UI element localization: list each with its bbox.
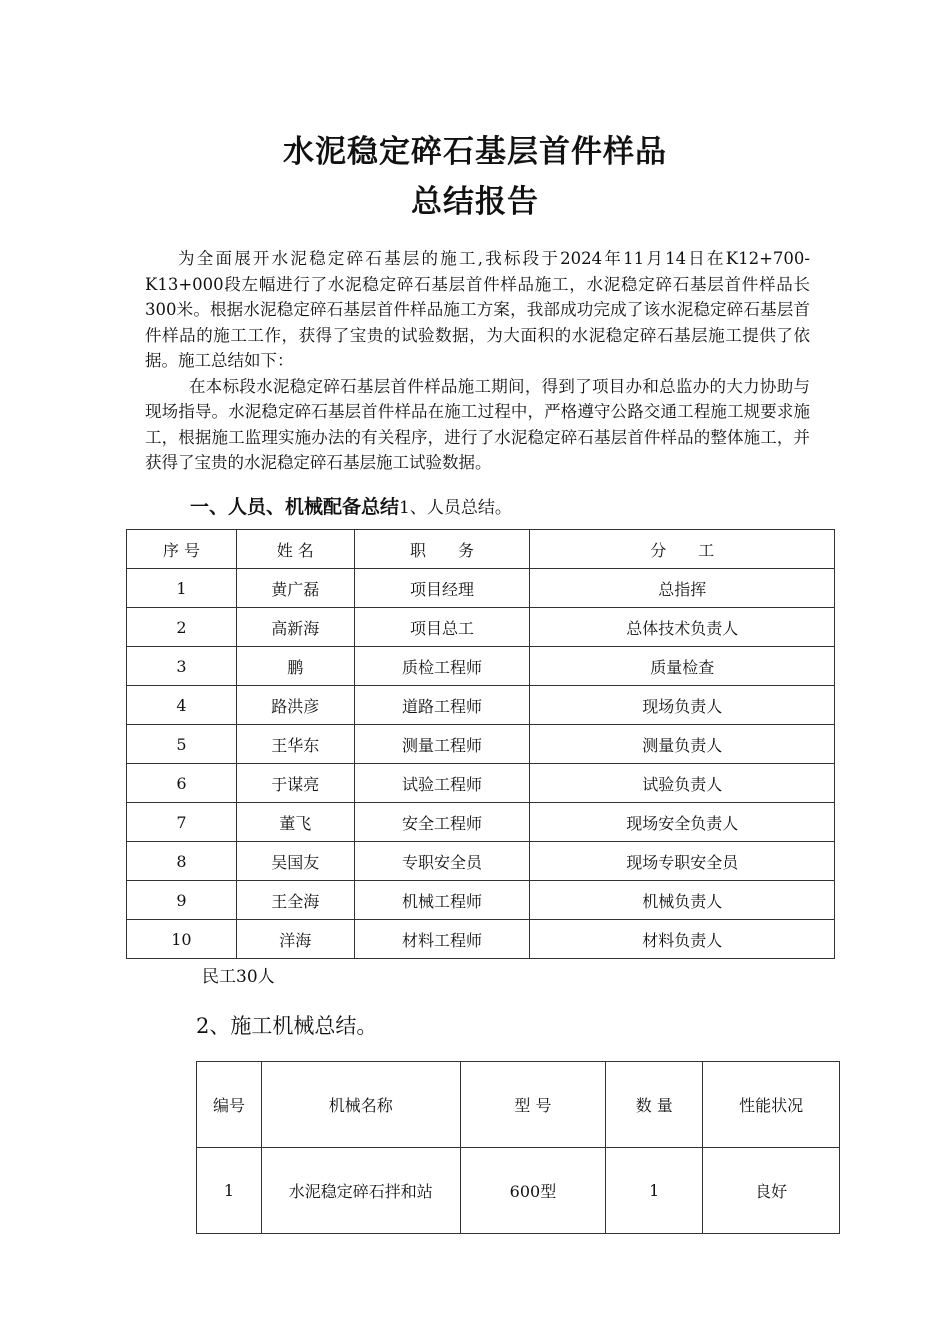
intro-paragraph-1: 为全面展开水泥稳定碎石基层的施工,我标段于2024年11月14日在K12+700-K13+000段左幅进行了水泥稳定碎石基层首件样品施工，水泥稳定碎石基层首件样品长300米。根据水泥稳定碎石基层首件样品施工方案，我部成功完成了该水泥稳定碎石基层首件样品的施工工作，获得了宝贵的试验数据，为大面积的水泥稳定碎石基层施工提供了依据。施工总结如下： <box>145 249 810 370</box>
machine-header-condition: 性能状况 <box>703 1062 840 1148</box>
staff-table-row <box>127 686 835 725</box>
staff-index-cell: 8 <box>127 842 237 881</box>
staff-table-row <box>127 803 835 842</box>
machine-name-cell: 水泥稳定碎石拌和站 <box>261 1148 460 1234</box>
machine-header-name: 机械名称 <box>261 1062 460 1148</box>
section-1-heading <box>190 492 512 519</box>
machine-table-header <box>197 1062 840 1148</box>
section-1-title: 一、人员、机械配备总结 <box>190 496 400 518</box>
staff-header-duty: 分 工 <box>530 530 835 569</box>
staff-table-row <box>127 881 835 920</box>
staff-table <box>126 529 835 959</box>
staff-position-cell: 机械工程师 <box>354 881 530 920</box>
machine-header-quantity: 数 量 <box>606 1062 703 1148</box>
staff-table-header <box>127 530 835 569</box>
staff-index-cell: 2 <box>127 608 237 647</box>
staff-table-row <box>127 647 835 686</box>
staff-index-cell: 4 <box>127 686 237 725</box>
staff-duty-cell: 现场负责人 <box>530 686 835 725</box>
staff-position-cell: 试验工程师 <box>354 764 530 803</box>
staff-position-cell: 质检工程师 <box>354 647 530 686</box>
staff-name-cell: 王华东 <box>236 725 354 764</box>
intro-paragraph-2: 在本标段水泥稳定碎石基层首件样品施工期间，得到了项目办和总监办的大力协助与现场指导。水泥稳定碎石基层首件样品在施工过程中，严格遵守公路交通工程施工规要求施工，根据施工监理实施办法的有关程序，进行了水泥稳定碎石基层首件样品的整体施工，并获得了宝贵的水泥稳定碎石基层施工试验数据。 <box>145 376 810 472</box>
staff-index-cell: 9 <box>127 881 237 920</box>
section-2-heading: 2、施工机械总结。 <box>196 1014 378 1038</box>
machine-header-number: 编号 <box>197 1062 262 1148</box>
staff-name-cell: 黄广磊 <box>236 569 354 608</box>
staff-table-row <box>127 569 835 608</box>
staff-name-cell: 吴国友 <box>236 842 354 881</box>
staff-index-cell: 3 <box>127 647 237 686</box>
staff-duty-cell: 现场专职安全员 <box>530 842 835 881</box>
staff-index-cell: 1 <box>127 569 237 608</box>
staff-table-row <box>127 920 835 959</box>
staff-duty-cell: 现场安全负责人 <box>530 803 835 842</box>
staff-duty-cell: 测量负责人 <box>530 725 835 764</box>
staff-index-cell: 7 <box>127 803 237 842</box>
machine-model-cell: 600型 <box>460 1148 606 1234</box>
staff-position-cell: 道路工程师 <box>354 686 530 725</box>
machine-quantity-cell: 1 <box>606 1148 703 1234</box>
staff-position-cell: 项目经理 <box>354 569 530 608</box>
staff-name-cell: 高新海 <box>236 608 354 647</box>
staff-duty-cell: 质量检查 <box>530 647 835 686</box>
staff-position-cell: 测量工程师 <box>354 725 530 764</box>
staff-duty-cell: 试验负责人 <box>530 764 835 803</box>
staff-name-cell: 鹏 <box>236 647 354 686</box>
machine-table-row <box>197 1148 840 1234</box>
staff-position-cell: 项目总工 <box>354 608 530 647</box>
staff-name-cell: 王全海 <box>236 881 354 920</box>
staff-table-row <box>127 764 835 803</box>
staff-duty-cell: 机械负责人 <box>530 881 835 920</box>
machine-number-cell: 1 <box>197 1148 262 1234</box>
staff-name-cell: 董飞 <box>236 803 354 842</box>
staff-table-row <box>127 725 835 764</box>
staff-header-index: 序 号 <box>127 530 237 569</box>
section-1-subtitle: 1、人员总结。 <box>399 498 512 518</box>
staff-duty-cell: 总体技术负责人 <box>530 608 835 647</box>
staff-duty-cell: 材料负责人 <box>530 920 835 959</box>
document-title-line1: 水泥稳定碎石基层首件样品 <box>283 134 667 170</box>
intro-text <box>145 246 810 476</box>
staff-position-cell: 材料工程师 <box>354 920 530 959</box>
machine-header-model: 型 号 <box>460 1062 606 1148</box>
staff-table-row <box>127 842 835 881</box>
staff-index-cell: 10 <box>127 920 237 959</box>
staff-position-cell: 安全工程师 <box>354 803 530 842</box>
staff-duty-cell: 总指挥 <box>530 569 835 608</box>
staff-table-row <box>127 608 835 647</box>
machine-condition-cell: 良好 <box>703 1148 840 1234</box>
machine-table <box>196 1061 840 1234</box>
staff-name-cell: 路洪彦 <box>236 686 354 725</box>
staff-header-position: 职 务 <box>354 530 530 569</box>
staff-name-cell: 洋海 <box>236 920 354 959</box>
staff-index-cell: 6 <box>127 764 237 803</box>
staff-header-name: 姓 名 <box>236 530 354 569</box>
staff-name-cell: 于谋亮 <box>236 764 354 803</box>
staff-position-cell: 专职安全员 <box>354 842 530 881</box>
document-title-line2: 总结报告 <box>411 184 539 220</box>
workers-note: 民工30人 <box>202 967 275 987</box>
staff-index-cell: 5 <box>127 725 237 764</box>
